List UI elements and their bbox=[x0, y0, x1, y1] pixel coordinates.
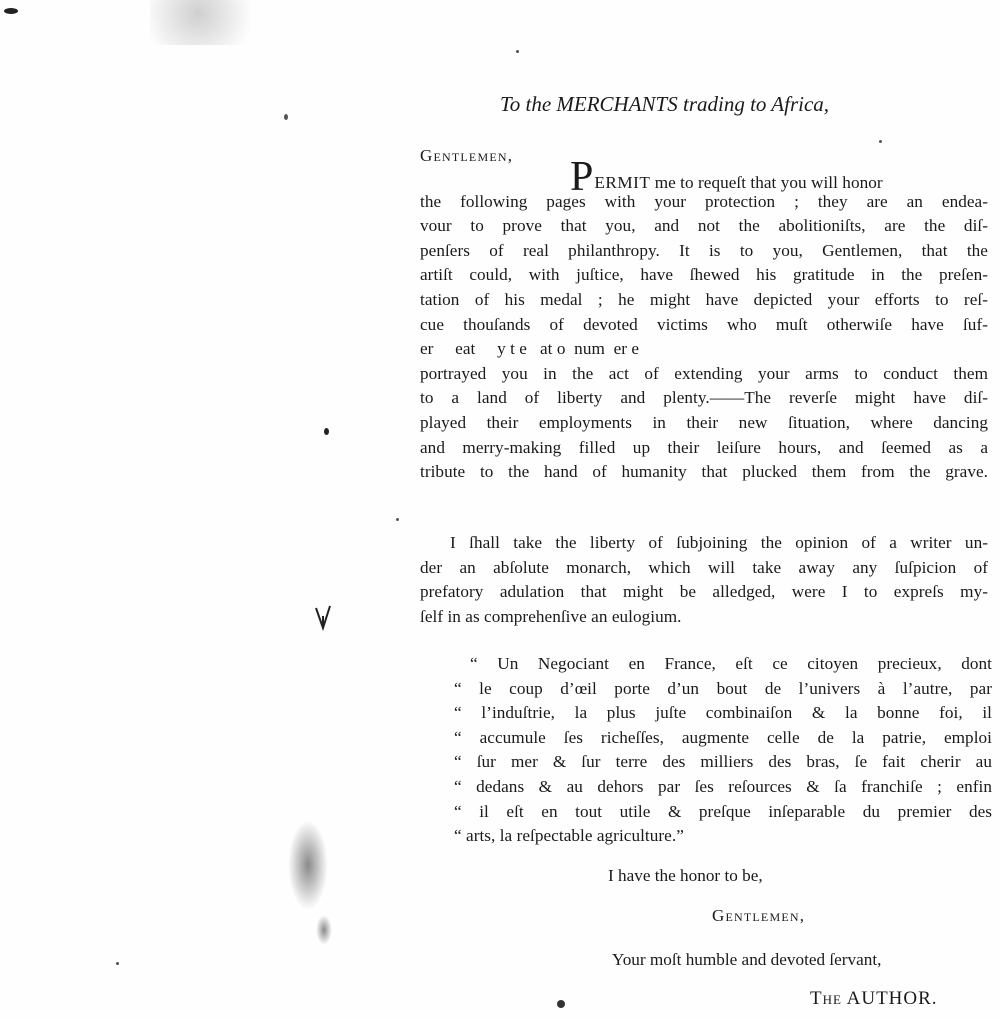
text-line: tribute to the hand of humanity that plucked them from the grave. bbox=[420, 462, 988, 482]
salutation: Gentlemen, bbox=[420, 146, 514, 165]
french-quotation bbox=[454, 652, 992, 849]
ink-speck bbox=[284, 114, 288, 120]
text-line: played their employments in their new ſituation, where dancing bbox=[420, 412, 988, 432]
quote-line: “ dedans & au dehors par ſes reſources & ſa franchiſe ; enfin bbox=[454, 776, 992, 796]
paper-stain bbox=[288, 820, 328, 910]
quote-line: “ le coup d’œil porte d’un bout de l’univers à l’autre, par bbox=[454, 678, 992, 698]
text-line: artiſt could, with juſtice, have ſhewed his gratitude in the preſen- bbox=[420, 265, 988, 285]
text-line-faded: er eat y t e at o num er e bbox=[420, 339, 640, 359]
quote-line: “ Un Negociant en France, eſt ce citoyen precieux, dont bbox=[470, 654, 992, 673]
ink-speck bbox=[879, 140, 882, 143]
ink-speck bbox=[324, 428, 329, 435]
author-signature: The AUTHOR. bbox=[810, 988, 938, 1009]
paper-stain bbox=[150, 0, 270, 45]
text-line: tation of his medal ; he might have depicted your efforts to reſ- bbox=[420, 289, 988, 309]
ink-speck bbox=[396, 518, 399, 521]
text-line: penſers of real philanthropy. It is to you, Gentlemen, that the bbox=[420, 240, 988, 260]
text-line: the following pages with your protection ; they are an endea- bbox=[420, 191, 988, 211]
text-line: vour to prove that you, and not the abolitioniſts, are the diſ- bbox=[420, 216, 988, 236]
text-line: der an abſolute monarch, which will take away any ſuſpicion of bbox=[420, 557, 988, 577]
ink-speck bbox=[116, 962, 119, 965]
text-line: prefatory adulation that might be alledged, were I to expreſs my- bbox=[420, 582, 988, 602]
drop-cap: P bbox=[570, 154, 594, 200]
paragraph-dedication bbox=[420, 154, 988, 485]
text-line-content: me to requeſt that you will honor bbox=[650, 173, 883, 192]
closing-servant-line: Your moſt humble and devoted ſervant, bbox=[612, 950, 882, 969]
paper-stain bbox=[316, 915, 332, 945]
text-line: portrayed you in the act of extending your arms to conduct them bbox=[420, 363, 988, 383]
quote-line: “ arts, la reſpectable agriculture.” bbox=[454, 826, 684, 846]
quote-line: “ il eſt en tout utile & preſque inſeparable du premier des bbox=[454, 801, 992, 821]
ink-speck bbox=[4, 8, 18, 14]
text-line: cue thouſands of devoted victims who muſt otherwiſe have ſuf- bbox=[420, 314, 988, 334]
closing-salutation: Gentlemen, bbox=[712, 906, 806, 925]
text-line: I ſhall take the liberty of ſubjoining the opinion of a writer un- bbox=[450, 533, 988, 552]
paragraph-subjoining bbox=[420, 531, 988, 629]
first-word: ERMIT bbox=[594, 173, 651, 192]
text-line: ſelf in as comprehenſive an eulogium. bbox=[420, 606, 682, 626]
page-heading: To the MERCHANTS trading to Africa, bbox=[500, 92, 830, 116]
closing-honor-line: I have the honor to be, bbox=[608, 866, 763, 885]
ink-speck bbox=[557, 1000, 565, 1008]
ink-mark bbox=[314, 604, 334, 634]
quote-line: “ accumule ſes richeſſes, augmente celle de la patrie, emploi bbox=[454, 727, 992, 747]
text-line: and merry-making filled up their leiſure hours, and ſeemed as a bbox=[420, 437, 988, 457]
ink-speck bbox=[516, 50, 519, 53]
text-line: to a land of liberty and plenty.——The reverſe might have diſ- bbox=[420, 388, 988, 408]
quote-line: “ ſur mer & ſur terre des milliers des bras, ſe fait cherir au bbox=[454, 752, 992, 772]
quote-line: “ l’induſtrie, la plus juſte combinaiſon & la bonne foi, il bbox=[454, 703, 992, 723]
